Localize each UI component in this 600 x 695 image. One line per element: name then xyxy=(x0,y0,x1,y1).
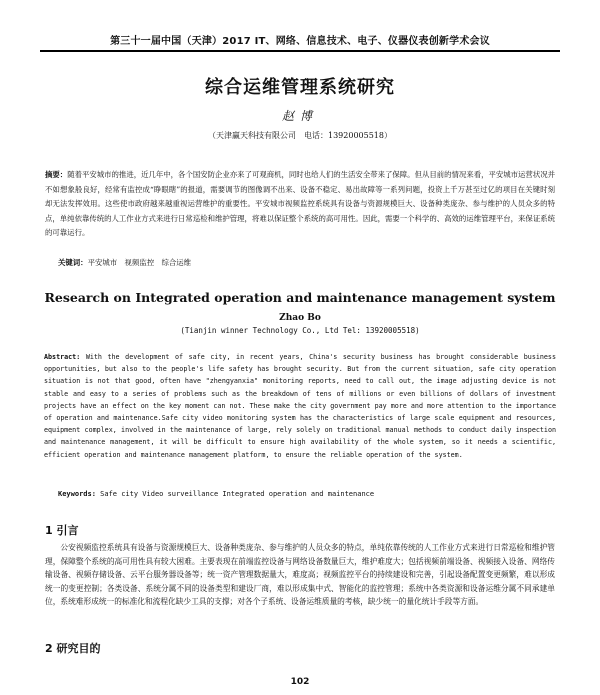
abstract-english-label: Abstract: xyxy=(44,353,81,361)
abstract-english xyxy=(44,351,556,461)
abstract-chinese xyxy=(45,168,555,241)
section-1-body: 公安视频监控系统具有设备与资源规模巨大、设备种类庞杂、参与维护的人员众多的特点，单纯依靠传统的人工作业方式来进行日常巡检和维护管理，保障整个系统的高可用性具有较大困难。主要表现在前端监控设备与网络设备数量巨大，维护难度大；包括视频前端设备、视频接入设备、网络传输设备、视频存储设备、云平台服务器设备等；统一资产管理数据量大，难度高；视频监控平台的持续建设和完善，引起设备配置变更频繁，难以形成统一的变更控制；各类设备、系统分属不同的设备类型和建设厂商，难以形成集中式、智能化的监控管理；系统中各类资源和设备运维分属不同承建单位，系统难形成统一的标准化和流程化缺少工具的支撑；对各个子系统、设备运维质量的考核，缺少统一的量化统计手段等方面。 xyxy=(45,543,555,607)
title-english: Research on Integrated operation and maintenance management system xyxy=(44,290,556,305)
keywords-chinese xyxy=(58,257,548,268)
keywords-english-label: Keywords: xyxy=(58,490,96,498)
section-2-heading: 2 研究目的 xyxy=(45,642,101,655)
keywords-chinese-label: 关键词： xyxy=(58,258,88,267)
header-rule xyxy=(40,50,560,52)
abstract-english-text: With the development of safe city, in recent years, China's security business has brought considerable business opportunities, but also to the people's life safety has brought security. But from the current situation, safe city operation situation is not that good, often have "zhengyanxia" monitoring reports, need to call out, the image adjusting device is not stable and easy to a series of problems such as the breakdown of tens of millions or even billions of dollars of investment projects have an effect on the key moment can not. These make the city government pay more and more attention to the importance of operation and maintenance.Safe city video monitoring system has the characteristics of large scale equipment and resources, equipment complex, involved in the maintenance of large, rely solely on traditional manual methods to conduct daily inspection and maintenance management, it will be difficult to ensure high availability of the whole system, so it needs a scientific, efficient operation and maintenance management platform, to ensure the reliable operation of the system. xyxy=(44,353,556,459)
page-number: 102 xyxy=(290,677,310,687)
keywords-english xyxy=(58,490,548,498)
keywords-chinese-text: 平安城市 视频监控 综合运维 xyxy=(87,258,192,267)
section-1-heading: 1 引言 xyxy=(45,524,79,537)
author-english: Zhao Bo xyxy=(279,313,321,323)
abstract-chinese-label: 摘要： xyxy=(45,170,68,179)
title-chinese: 综合运维管理系统研究 xyxy=(205,77,395,98)
affiliation-chinese: （天津赢天科技有限公司 电话：13920005518） xyxy=(208,131,392,140)
running-head: 第三十一届中国（天津）2017 IT、网络、信息技术、电子、仪器仪表创新学术会议 xyxy=(110,36,490,47)
keywords-english-text: Safe city Video surveillance Integrated operation and maintenance xyxy=(100,490,375,498)
author-chinese: 赵博 xyxy=(281,109,318,123)
affiliation-english: (Tianjin winner Technology Co., Ltd Tel: 13920005518) xyxy=(180,326,420,335)
abstract-chinese-text: 随着平安城市的推进，近几年中，各个国安防企业亦来了可观商机，同时也给人们的生活安全带来了保障。但从目前的情况来看，平安城市运营状况并不如想象般良好，经常有监控成“睁眼瞎”的报道，需要调节的图像调不出来、设备不稳定、易出故障等一系列问题，投资上千万甚至过亿的项目在关键时刻却无法发挥效用。这些使市政府越来越重视运营维护的重要性。平安城市视频监控系统具有设备与资源规模巨大、设备种类庞杂、参与维护的人员众多的特点，单纯依靠传统的人工作业方式来进行日常巡检和维护管理，将难以保证整个系统的高可用性。因此，需要一个科学的、高效的运维管理平台，来保证系统的可靠运行。 xyxy=(45,170,555,238)
